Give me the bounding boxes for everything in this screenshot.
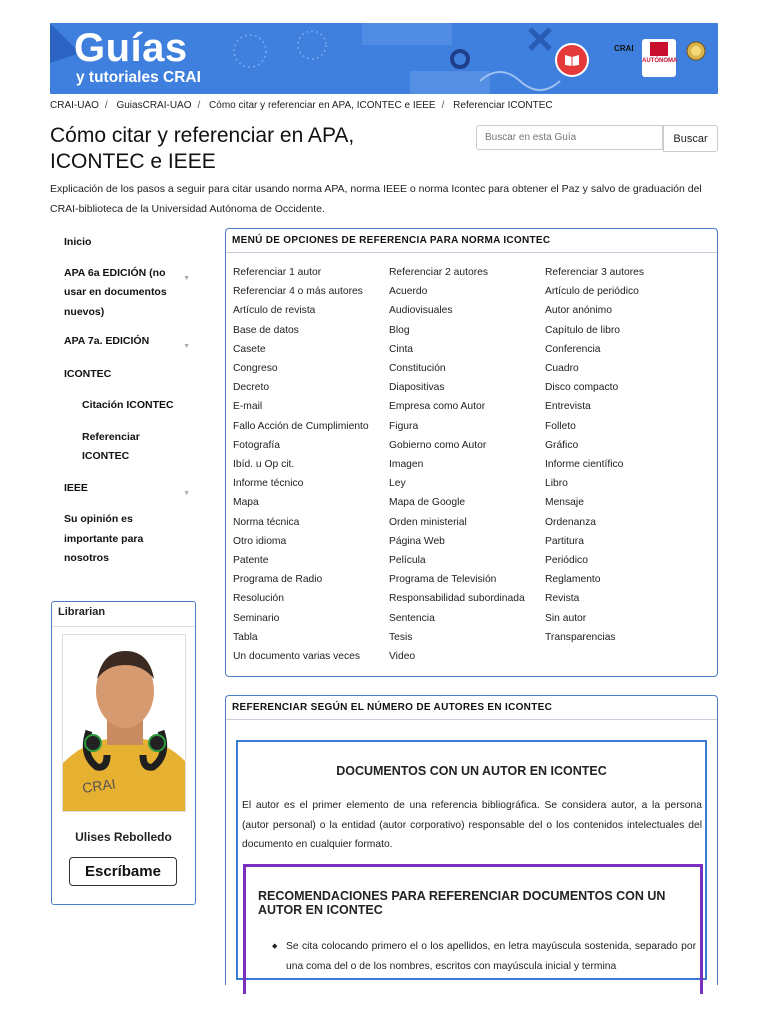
chevron-down-icon[interactable]: ▼: [183, 274, 190, 282]
one-author-title: DOCUMENTOS CON UN AUTOR EN ICONTEC: [336, 764, 607, 778]
menu-link[interactable]: Cinta: [389, 343, 414, 355]
sidebar-item-citacion-icontec[interactable]: [50, 394, 200, 426]
menu-link[interactable]: Conferencia: [545, 343, 601, 355]
menu-link[interactable]: Página Web: [389, 535, 445, 547]
sidebar-item-icontec[interactable]: [50, 363, 200, 395]
menu-link[interactable]: Informe técnico: [233, 478, 304, 490]
guide-banner: [50, 23, 718, 94]
menu-link[interactable]: Referenciar 4 o más autores: [233, 286, 363, 298]
menu-link[interactable]: Sin autor: [545, 612, 587, 624]
menu-link[interactable]: Otro idioma: [233, 535, 287, 547]
menu-link[interactable]: Referenciar 1 autor: [233, 267, 322, 278]
menu-column: [389, 263, 545, 666]
sidebar-item-apa6[interactable]: [50, 262, 200, 331]
uao-logo: AUTÓNOMA: [642, 39, 676, 77]
menu-link[interactable]: Revista: [545, 593, 580, 605]
menu-link[interactable]: Folleto: [545, 420, 576, 432]
one-author-text: El autor es el primer elemento de una referencia bibliográfica. Se considera autor, a la persona (autor personal) o la entidad (autor corporativo) responsable del o los contenidos intelectuales del documento en cualquier formato.: [242, 800, 702, 850]
menu-link[interactable]: Responsabilidad subordinada: [389, 593, 525, 605]
sidebar-item-apa7[interactable]: [50, 330, 200, 363]
authors-content-box: [225, 695, 718, 985]
accreditation-seal: [680, 41, 712, 75]
menu-link[interactable]: Reglamento: [545, 574, 601, 586]
sidebar-item-label: IEEE: [64, 481, 88, 494]
menu-link[interactable]: E-mail: [233, 401, 263, 413]
sidebar-item-label: Su opinión es importante para nosotros: [64, 513, 144, 564]
librarian-name: Ulises Rebolledo: [75, 830, 172, 844]
sidebar-nav: [50, 230, 200, 571]
guide-description: Explicación de los pasos a seguir para citar usando norma APA, norma IEEE o norma Icontec para obtener el Paz y salvo de graduación del CRAI-biblioteca de la Universidad Autónoma de Occidente.: [50, 183, 702, 215]
menu-link[interactable]: Disco compacto: [545, 382, 619, 394]
menu-link[interactable]: Partitura: [545, 535, 584, 547]
contact-librarian-button[interactable]: Escríbame: [69, 857, 177, 886]
recommendations-panel: [243, 864, 703, 994]
page-title-line: Cómo citar y referenciar en APA,: [50, 124, 355, 147]
menu-link[interactable]: Tesis: [389, 631, 413, 643]
breadcrumb-item[interactable]: CRAI-UAO: [50, 100, 99, 111]
menu-link[interactable]: Video: [389, 651, 416, 663]
guide-logo-title: Guías: [74, 26, 188, 70]
crai-caption: CRAI: [614, 44, 634, 53]
menu-link[interactable]: Mapa: [233, 497, 259, 509]
sidebar-item-label: Referenciar ICONTEC: [82, 430, 140, 462]
menu-link[interactable]: Base de datos: [233, 324, 299, 336]
menu-link[interactable]: Seminario: [233, 612, 280, 624]
sidebar-item-label: APA 6a EDICIÓN (no usar en documentos nuevos): [64, 266, 167, 318]
menu-link[interactable]: Mensaje: [545, 497, 584, 509]
menu-link[interactable]: Diapositivas: [389, 382, 445, 394]
recommendations-title: RECOMENDACIONES PARA REFERENCIAR DOCUMENTOS CON UN AUTOR EN ICONTEC: [258, 889, 666, 917]
menu-link[interactable]: Programa de Radio: [233, 574, 323, 586]
menu-link[interactable]: Audiovisuales: [389, 305, 453, 317]
menu-link[interactable]: Resolución: [233, 593, 284, 605]
menu-link[interactable]: Capítulo de libro: [545, 324, 620, 336]
menu-link[interactable]: Fallo Acción de Cumplimiento: [233, 420, 369, 432]
search-button[interactable]: Buscar: [663, 125, 718, 152]
menu-link[interactable]: Figura: [389, 420, 419, 432]
menu-link[interactable]: Periódico: [545, 555, 588, 567]
chevron-down-icon[interactable]: ▼: [183, 343, 190, 350]
chevron-down-icon[interactable]: ▼: [183, 489, 190, 497]
librarian-photo: [62, 634, 186, 812]
menu-link[interactable]: Referenciar 2 autores: [389, 267, 489, 278]
menu-link[interactable]: Fotografía: [233, 439, 280, 451]
breadcrumb: CRAI-UAO / GuiasCRAI-UAO / Cómo citar y referenciar en APA, ICONTEC e IEEE / Referenciar ICONTEC: [50, 100, 553, 111]
menu-link[interactable]: Mapa de Google: [389, 497, 466, 509]
menu-link[interactable]: Patente: [233, 555, 269, 567]
menu-column: [233, 263, 389, 666]
menu-link[interactable]: Informe científico: [545, 459, 624, 471]
menu-link[interactable]: Casete: [233, 343, 266, 355]
list-item: ◆ Se cita colocando primero el o los apellidos, en letra mayúscula sostenida, separado por una coma del o de los nombres, escritos con mayúscula inicial y termina: [272, 937, 696, 976]
menu-link[interactable]: Acuerdo: [389, 286, 428, 298]
menu-link[interactable]: Un documento varias veces: [233, 651, 361, 663]
breadcrumb-current: Referenciar ICONTEC: [453, 100, 553, 111]
one-author-panel: [236, 740, 707, 980]
menu-link[interactable]: Ordenanza: [545, 516, 596, 528]
breadcrumb-item[interactable]: Cómo citar y referenciar en APA, ICONTEC e IEEE: [209, 100, 436, 111]
menu-link[interactable]: Blog: [389, 324, 410, 336]
authors-content-heading: REFERENCIAR SEGÚN EL NÚMERO DE AUTORES EN ICONTEC: [226, 696, 717, 720]
shirt-text: CRAI: [81, 775, 117, 796]
seal-icon: [686, 41, 706, 61]
librarian-box: [51, 601, 196, 905]
menu-link[interactable]: Constitución: [389, 363, 446, 375]
sidebar-item-label: APA 7a. EDICIÓN: [64, 335, 150, 347]
librarian-heading: Librarian: [52, 602, 195, 627]
menu-link[interactable]: Norma técnica: [233, 516, 300, 528]
menu-link[interactable]: Programa de Televisión: [389, 574, 497, 586]
reference-menu-box: [225, 228, 718, 677]
menu-link[interactable]: Película: [389, 555, 426, 567]
search-input[interactable]: [476, 125, 663, 150]
menu-link[interactable]: Ibíd. u Op cit.: [233, 459, 295, 471]
menu-column: [545, 263, 701, 647]
menu-link[interactable]: Cuadro: [545, 363, 579, 375]
book-icon: [564, 54, 580, 66]
menu-link[interactable]: Sentencia: [389, 612, 435, 624]
sidebar-item-referenciar-icontec[interactable]: [50, 426, 200, 477]
page-title: [50, 123, 430, 175]
guide-logo-subtitle: y tutoriales CRAI: [76, 69, 201, 86]
sidebar-item-inicio[interactable]: [50, 230, 200, 262]
menu-link[interactable]: Transparencias: [545, 631, 616, 643]
menu-link[interactable]: Referenciar 3 autores: [545, 267, 645, 278]
sidebar-item-label: ICONTEC: [64, 367, 112, 380]
sidebar-item-ieee[interactable]: [50, 477, 200, 509]
menu-link[interactable]: Orden ministerial: [389, 516, 467, 528]
menu-link[interactable]: Tabla: [233, 631, 258, 643]
reference-menu-heading: MENÚ DE OPCIONES DE REFERENCIA PARA NORMA ICONTEC: [226, 229, 717, 253]
menu-link[interactable]: Ley: [389, 478, 406, 490]
breadcrumb-item[interactable]: GuiasCRAI-UAO: [116, 100, 192, 111]
menu-link[interactable]: Decreto: [233, 382, 270, 394]
page-title-line: ICONTEC e IEEE: [50, 150, 216, 173]
sidebar-item-label: Citación ICONTEC: [82, 399, 174, 411]
menu-link[interactable]: Entrevista: [545, 401, 591, 413]
menu-link[interactable]: Imagen: [389, 459, 424, 471]
menu-link[interactable]: Gráfico: [545, 439, 579, 451]
crai-logo: [555, 43, 589, 77]
menu-link[interactable]: Artículo de revista: [233, 305, 316, 317]
menu-link[interactable]: Artículo de periódico: [545, 286, 639, 298]
sidebar-item-opinion[interactable]: [50, 508, 200, 571]
menu-link[interactable]: Congreso: [233, 363, 278, 375]
recommendations-list: [272, 937, 696, 976]
menu-link[interactable]: Autor anónimo: [545, 305, 612, 317]
menu-link[interactable]: Libro: [545, 478, 568, 490]
menu-link[interactable]: Gobierno como Autor: [389, 439, 487, 451]
sidebar-item-label: Inicio: [64, 236, 92, 248]
menu-link[interactable]: Empresa como Autor: [389, 401, 486, 413]
librarian-portrait: [63, 635, 186, 812]
